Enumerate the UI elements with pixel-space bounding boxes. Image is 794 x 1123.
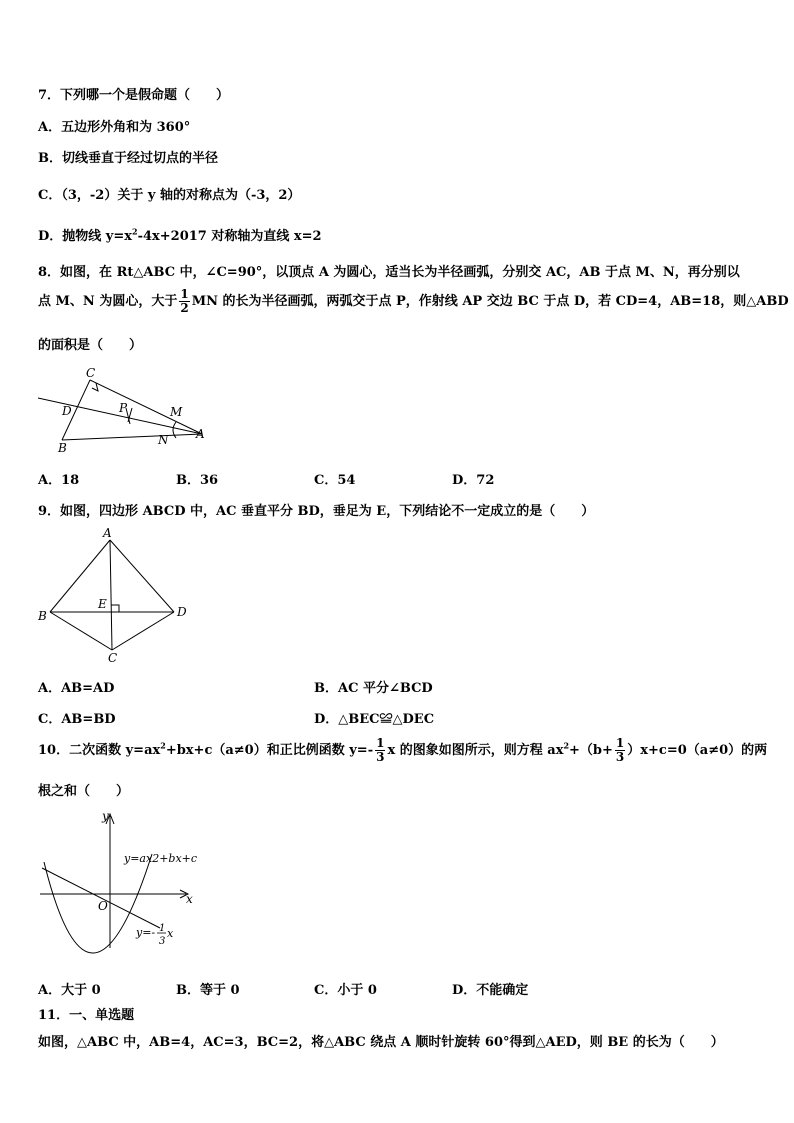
label-line-post: x xyxy=(167,927,174,940)
q11-header: 11．一、单选题 xyxy=(38,1008,135,1023)
q10-option-d: D．不能确定 xyxy=(452,983,529,998)
label-m: M xyxy=(170,405,183,419)
q7-option-b: B．切线垂直于经过切点的半径 xyxy=(38,151,218,166)
label-a: A xyxy=(103,526,112,540)
q9-option-c: C．AB=BD xyxy=(38,712,116,727)
label-a: A xyxy=(196,427,205,441)
q10-stem-line2: 根之和（ ） xyxy=(38,784,130,799)
q9-option-d: D．△BEC≌△DEC xyxy=(314,712,435,727)
label-y: y xyxy=(102,809,109,823)
label-d: D xyxy=(62,404,72,418)
label-line-num: 1 xyxy=(159,923,166,934)
q7-option-a: A．五边形外角和为 360° xyxy=(38,120,191,135)
label-b: B xyxy=(58,441,67,455)
q8-option-c: C．54 xyxy=(314,473,356,488)
label-b: B xyxy=(38,609,47,623)
q10-option-b: B．等于 0 xyxy=(176,983,240,998)
q10-function-graph xyxy=(36,808,216,958)
label-n: N xyxy=(158,433,169,447)
q9-stem: 9．如图，四边形 ABCD 中，AC 垂直平分 BD，垂足为 E，下列结论不一定成立的是（ ） xyxy=(38,504,595,519)
q9-quadrilateral-figure xyxy=(34,526,194,668)
q8-triangle-figure xyxy=(36,364,208,456)
label-x: x xyxy=(186,892,193,906)
label-p: P xyxy=(119,401,128,415)
q9-option-b: B．AC 平分∠BCD xyxy=(314,681,433,696)
label-o: O xyxy=(98,899,108,913)
label-c: C xyxy=(86,366,96,380)
fraction-third-2: $\frac{1}{3}$ xyxy=(615,736,625,764)
q8-stem-line1: 8．如图，在 Rt△ABC 中，∠C=90°，以顶点 A 为圆心，适当长为半径画弧，分别交 AC，AB 于点 M、N，再分别以 xyxy=(38,265,740,280)
q7-stem: 7．下列哪一个是假命题（ ） xyxy=(38,88,230,103)
fraction-half: $\frac{1}{2}$ xyxy=(180,287,189,315)
q8-stem-line3: 的面积是（ ） xyxy=(38,338,143,353)
label-parabola: y=ax2+bx+c xyxy=(124,852,198,865)
q8-option-b: B．36 xyxy=(176,473,219,488)
q10-option-c: C．小于 0 xyxy=(314,983,377,998)
q8-option-d: D．72 xyxy=(452,473,495,488)
q10-stem-line1: 10．二次函数 $y=ax^2+bx+c(a\ne 0)$和正比例函数 y=- $\frac{1}{3}$ x 的图象如图所示，则方程 $ax^2+(b+$ $\frac{1}{3}$ ）x+c=0（a≠0）的两 xyxy=(38,736,768,764)
label-line-pre: y=- xyxy=(136,926,156,939)
label-e: E xyxy=(98,597,107,611)
q8-option-a: A．18 xyxy=(38,473,80,488)
label-line-den: 3 xyxy=(159,936,166,947)
fraction-third: $\frac{1}{3}$ xyxy=(376,736,385,764)
label-d: D xyxy=(177,605,187,619)
q11-stem: 如图，△ABC 中，AB=4，AC=3，BC=2，将△ABC 绕点 A 顺时针旋转 60°得到△AED，则 BE 的长为（ ） xyxy=(38,1035,724,1050)
q10-option-a: A．大于 0 xyxy=(38,983,101,998)
label-c: C xyxy=(108,651,118,665)
q9-option-a: A．AB=AD xyxy=(38,681,115,696)
q7-option-c: C．（3，-2）关于 y 轴的对称点为（-3，2） xyxy=(38,188,301,203)
q8-stem-line2: 点 M、N 为圆心，大于 $\frac{1}{2}$ MN 的长为半径画弧，两弧交于点 P，作射线 AP 交边 BC 于点 D，若 CD=4，AB=18，则△ABD xyxy=(38,287,789,315)
q7-option-d: D．抛物线 $y=x^2-4x+2017$ 对称轴为直线 x=2 xyxy=(38,226,322,244)
